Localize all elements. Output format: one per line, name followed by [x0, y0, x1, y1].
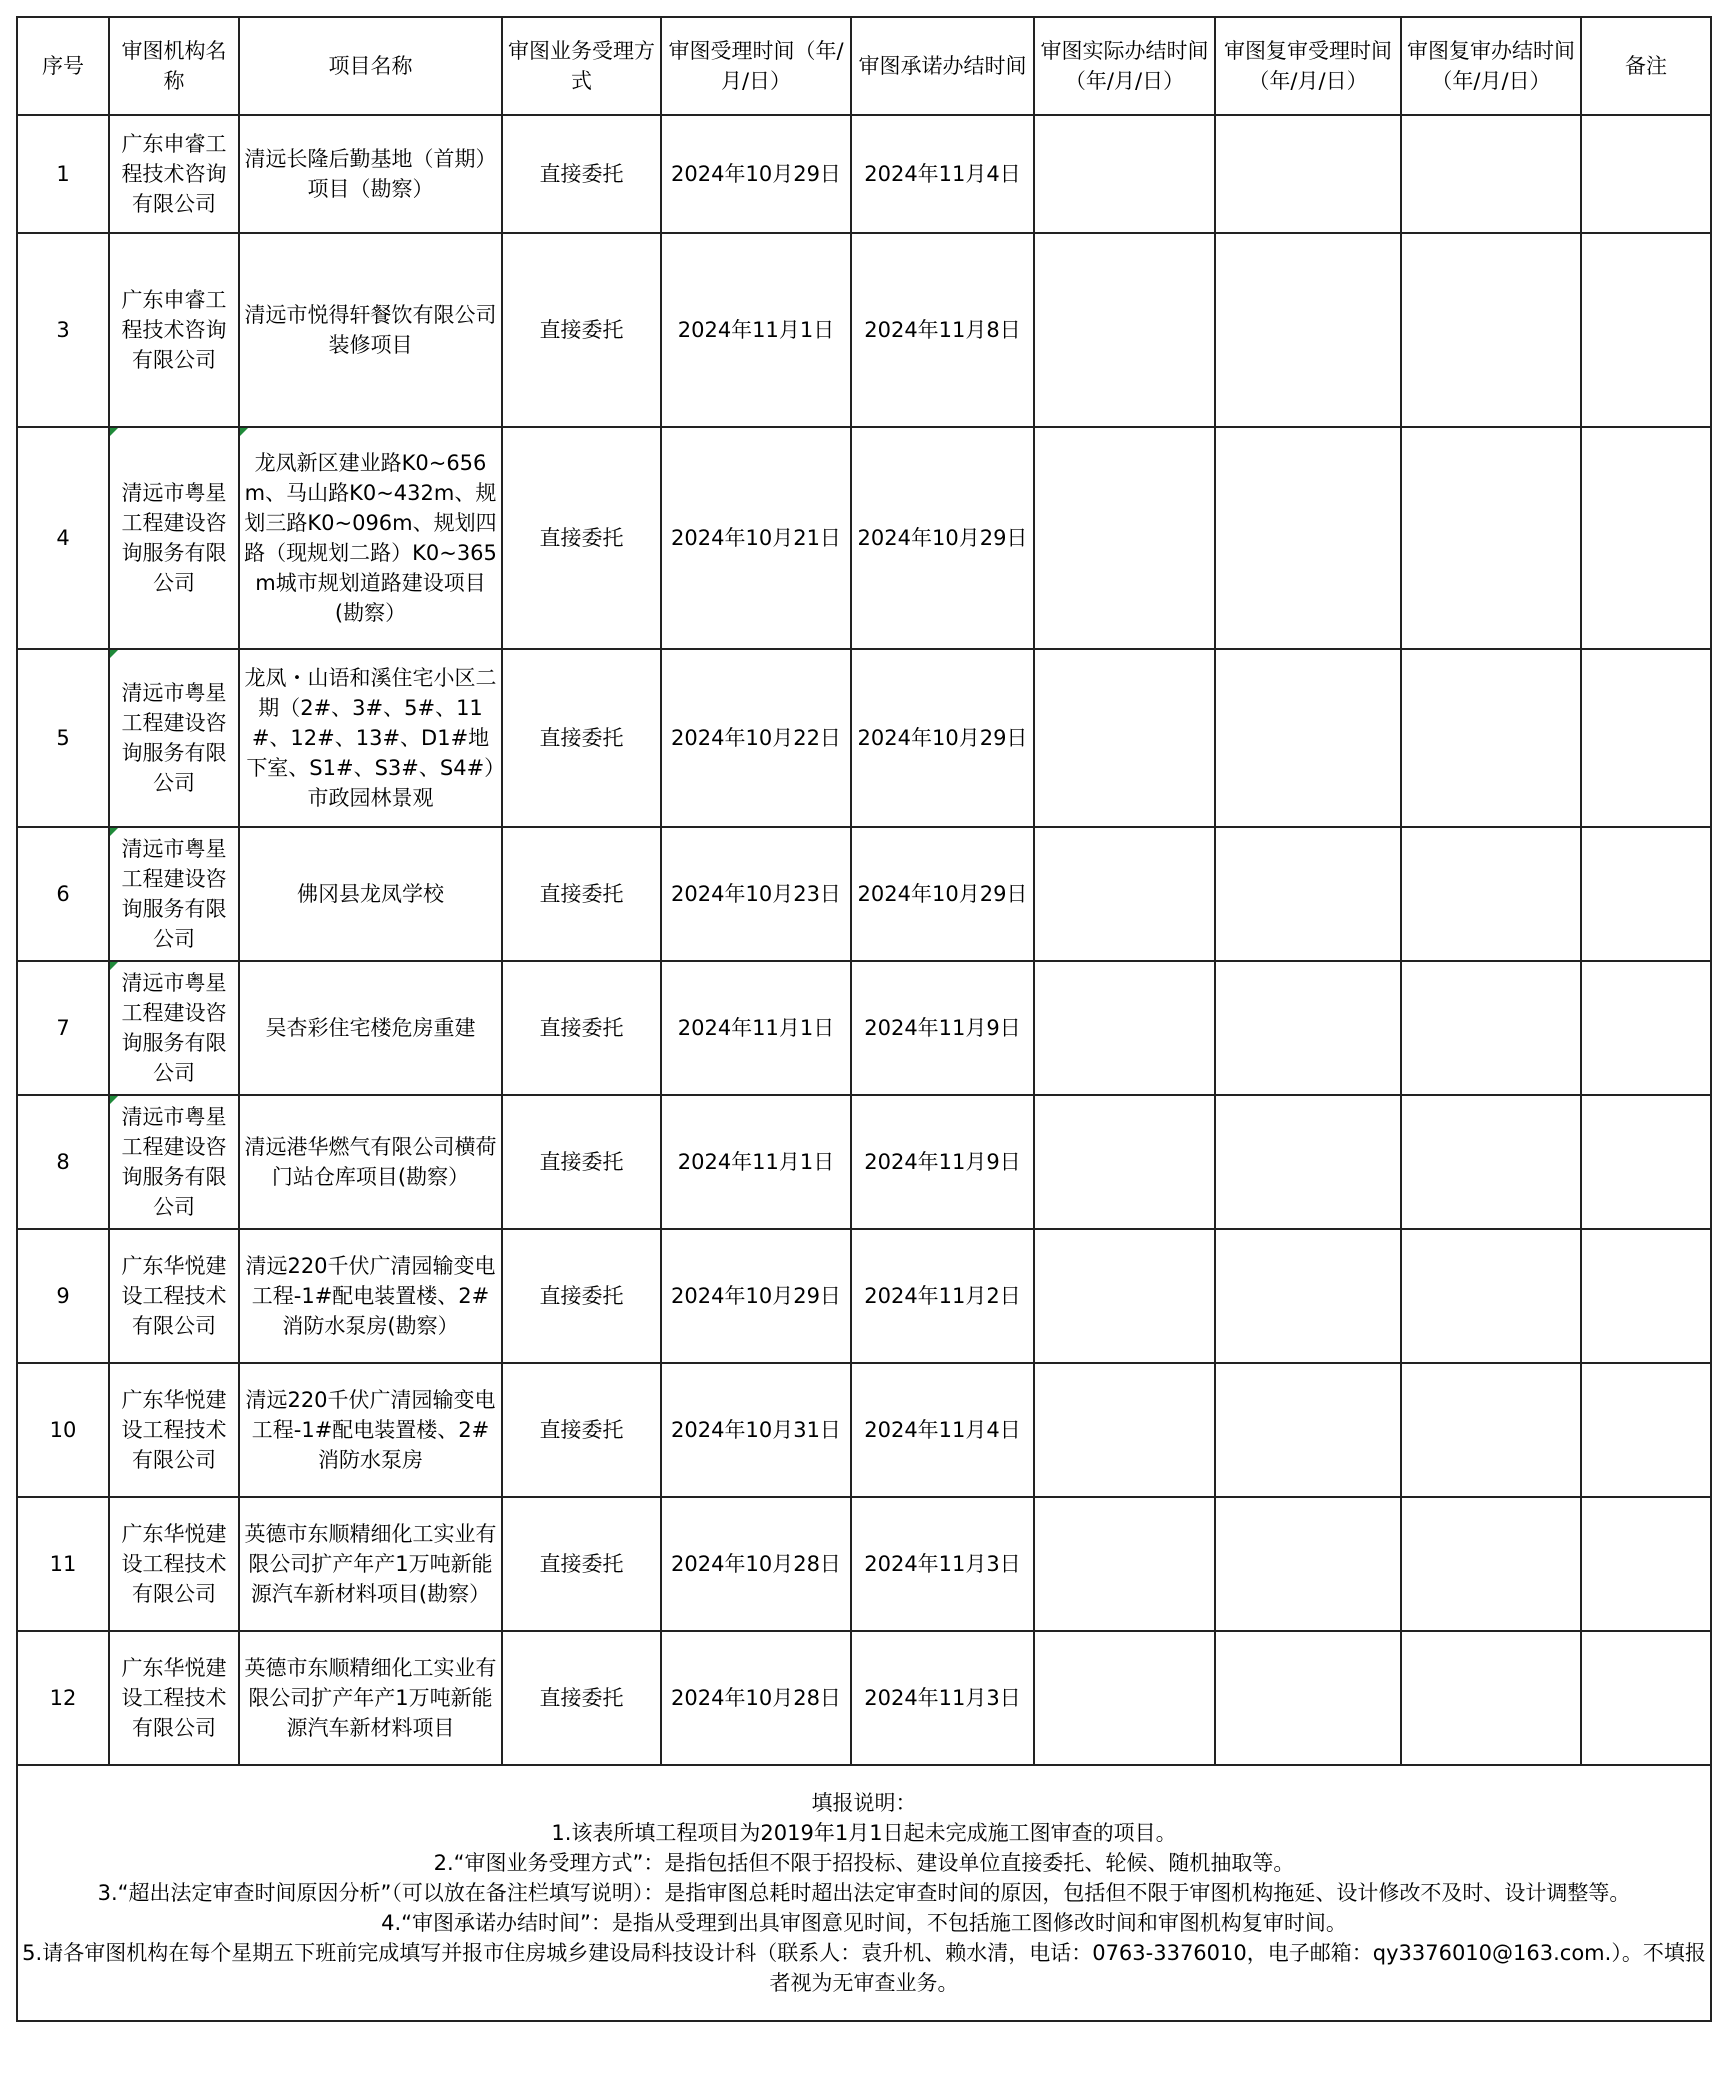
- accept-date-cell: 2024年11月1日: [661, 1095, 851, 1229]
- project-name-cell: 佛冈县龙凤学校: [239, 827, 502, 961]
- acceptance-mode-cell: 直接委托: [502, 427, 661, 649]
- header-cell: 审图复审办结时间（年/月/日）: [1401, 17, 1581, 115]
- accept-date-cell: 2024年10月29日: [661, 115, 851, 233]
- acceptance-mode-cell: 直接委托: [502, 649, 661, 827]
- header-cell: 序号: [17, 17, 109, 115]
- table-row: [17, 961, 1711, 1095]
- header-cell: 审图复审受理时间（年/月/日）: [1215, 17, 1401, 115]
- re-review-accept-cell: [1215, 961, 1401, 1095]
- project-name-cell: 龙凤新区建业路K0~656m、马山路K0~432m、规划三路K0~096m、规划四路（现规划二路）K0~365m城市规划道路建设项目(勘察）: [239, 427, 502, 649]
- acceptance-mode-cell: 直接委托: [502, 1095, 661, 1229]
- remark-cell: [1581, 1229, 1711, 1363]
- review-org-cell: 清远市粤星工程建设咨询服务有限公司: [109, 649, 239, 827]
- review-org-cell: 广东华悦建设工程技术有限公司: [109, 1229, 239, 1363]
- review-org-cell: 清远市粤星工程建设咨询服务有限公司: [109, 427, 239, 649]
- row-number-cell: 7: [17, 961, 109, 1095]
- table-row: [17, 115, 1711, 233]
- remark-cell: [1581, 649, 1711, 827]
- re-review-done-cell: [1401, 1631, 1581, 1765]
- project-name-cell: 英德市东顺精细化工实业有限公司扩产年产1万吨新能源汽车新材料项目: [239, 1631, 502, 1765]
- accept-date-cell: 2024年11月1日: [661, 233, 851, 427]
- review-org-cell: 清远市粤星工程建设咨询服务有限公司: [109, 961, 239, 1095]
- notes-row: [17, 1765, 1711, 2021]
- re-review-accept-cell: [1215, 233, 1401, 427]
- review-table: [16, 16, 1712, 2022]
- table-row: [17, 1095, 1711, 1229]
- note-line: 1.该表所填工程项目为2019年1月1日起未完成施工图审查的项目。: [551, 1821, 1177, 1845]
- re-review-accept-cell: [1215, 1095, 1401, 1229]
- table-row: [17, 1497, 1711, 1631]
- table-row: [17, 1363, 1711, 1497]
- re-review-done-cell: [1401, 1229, 1581, 1363]
- header-cell: 审图实际办结时间（年/月/日）: [1034, 17, 1215, 115]
- review-org-cell: 广东华悦建设工程技术有限公司: [109, 1497, 239, 1631]
- re-review-done-cell: [1401, 1363, 1581, 1497]
- actual-date-cell: [1034, 961, 1215, 1095]
- table-row: [17, 827, 1711, 961]
- note-line: 4.“审图承诺办结时间”：是指从受理到出具审图意见时间，不包括施工图修改时间和审图机构复审时间。: [381, 1911, 1347, 1935]
- table-row: [17, 649, 1711, 827]
- project-name-cell: 吴杏彩住宅楼危房重建: [239, 961, 502, 1095]
- acceptance-mode-cell: 直接委托: [502, 1363, 661, 1497]
- review-org-cell: 广东华悦建设工程技术有限公司: [109, 1631, 239, 1765]
- row-number-cell: 5: [17, 649, 109, 827]
- note-line: 3.“超出法定审查时间原因分析”（可以放在备注栏填写说明）：是指审图总耗时超出法定审查时间的原因，包括但不限于审图机构拖延、设计修改不及时、设计调整等。: [97, 1881, 1631, 1905]
- note-line: 5.请各审图机构在每个星期五下班前完成填写并报市住房城乡建设局科技设计科（联系人：袁升机、赖水清，电话：0763-3376010，电子邮箱：qy3376010@163.com.）。不填报者视为无审查业务。: [22, 1941, 1706, 1995]
- acceptance-mode-cell: 直接委托: [502, 1631, 661, 1765]
- promised-date-cell: 2024年10月29日: [851, 649, 1034, 827]
- remark-cell: [1581, 115, 1711, 233]
- header-cell: 审图机构名称: [109, 17, 239, 115]
- actual-date-cell: [1034, 1497, 1215, 1631]
- actual-date-cell: [1034, 1095, 1215, 1229]
- promised-date-cell: 2024年11月9日: [851, 1095, 1034, 1229]
- re-review-done-cell: [1401, 1095, 1581, 1229]
- actual-date-cell: [1034, 427, 1215, 649]
- review-org-cell: 清远市粤星工程建设咨询服务有限公司: [109, 827, 239, 961]
- project-name-cell: 清远港华燃气有限公司横荷门站仓库项目(勘察）: [239, 1095, 502, 1229]
- actual-date-cell: [1034, 1363, 1215, 1497]
- promised-date-cell: 2024年11月4日: [851, 115, 1034, 233]
- actual-date-cell: [1034, 233, 1215, 427]
- review-org-cell: 清远市粤星工程建设咨询服务有限公司: [109, 1095, 239, 1229]
- re-review-done-cell: [1401, 115, 1581, 233]
- re-review-accept-cell: [1215, 1631, 1401, 1765]
- re-review-accept-cell: [1215, 115, 1401, 233]
- re-review-done-cell: [1401, 427, 1581, 649]
- remark-cell: [1581, 233, 1711, 427]
- promised-date-cell: 2024年11月3日: [851, 1631, 1034, 1765]
- row-number-cell: 1: [17, 115, 109, 233]
- table-row: [17, 233, 1711, 427]
- re-review-done-cell: [1401, 827, 1581, 961]
- project-name-cell: 龙凤・山语和溪住宅小区二期（2#、3#、5#、11#、12#、13#、D1#地下室、S1#、S3#、S4#）市政园林景观: [239, 649, 502, 827]
- actual-date-cell: [1034, 1229, 1215, 1363]
- acceptance-mode-cell: 直接委托: [502, 1497, 661, 1631]
- remark-cell: [1581, 961, 1711, 1095]
- remark-cell: [1581, 827, 1711, 961]
- re-review-accept-cell: [1215, 1363, 1401, 1497]
- accept-date-cell: 2024年10月23日: [661, 827, 851, 961]
- acceptance-mode-cell: 直接委托: [502, 1229, 661, 1363]
- accept-date-cell: 2024年10月22日: [661, 649, 851, 827]
- acceptance-mode-cell: 直接委托: [502, 115, 661, 233]
- table-row: [17, 1631, 1711, 1765]
- header-row: [17, 17, 1711, 115]
- project-name-cell: 清远220千伏广清园输变电工程-1#配电装置楼、2#消防水泵房(勘察）: [239, 1229, 502, 1363]
- row-number-cell: 4: [17, 427, 109, 649]
- row-number-cell: 10: [17, 1363, 109, 1497]
- table-row: [17, 427, 1711, 649]
- row-number-cell: 12: [17, 1631, 109, 1765]
- filling-notes: [17, 1765, 1711, 2021]
- review-org-cell: 广东华悦建设工程技术有限公司: [109, 1363, 239, 1497]
- actual-date-cell: [1034, 1631, 1215, 1765]
- row-number-cell: 11: [17, 1497, 109, 1631]
- re-review-accept-cell: [1215, 1229, 1401, 1363]
- header-cell: 备注: [1581, 17, 1711, 115]
- project-name-cell: 清远220千伏广清园输变电工程-1#配电装置楼、2#消防水泵房: [239, 1363, 502, 1497]
- re-review-done-cell: [1401, 961, 1581, 1095]
- table-row: [17, 1229, 1711, 1363]
- promised-date-cell: 2024年11月3日: [851, 1497, 1034, 1631]
- re-review-accept-cell: [1215, 827, 1401, 961]
- row-number-cell: 3: [17, 233, 109, 427]
- re-review-done-cell: [1401, 233, 1581, 427]
- remark-cell: [1581, 1497, 1711, 1631]
- accept-date-cell: 2024年11月1日: [661, 961, 851, 1095]
- re-review-done-cell: [1401, 649, 1581, 827]
- header-cell: 项目名称: [239, 17, 502, 115]
- note-line: 2.“审图业务受理方式”：是指包括但不限于招投标、建设单位直接委托、轮候、随机抽取等。: [433, 1851, 1295, 1875]
- header-cell: 审图业务受理方式: [502, 17, 661, 115]
- promised-date-cell: 2024年10月29日: [851, 427, 1034, 649]
- remark-cell: [1581, 1095, 1711, 1229]
- project-name-cell: 英德市东顺精细化工实业有限公司扩产年产1万吨新能源汽车新材料项目(勘察）: [239, 1497, 502, 1631]
- promised-date-cell: 2024年11月2日: [851, 1229, 1034, 1363]
- actual-date-cell: [1034, 115, 1215, 233]
- review-org-cell: 广东申睿工程技术咨询有限公司: [109, 115, 239, 233]
- remark-cell: [1581, 1631, 1711, 1765]
- accept-date-cell: 2024年10月28日: [661, 1631, 851, 1765]
- accept-date-cell: 2024年10月21日: [661, 427, 851, 649]
- review-org-cell: 广东申睿工程技术咨询有限公司: [109, 233, 239, 427]
- row-number-cell: 8: [17, 1095, 109, 1229]
- project-name-cell: 清远长隆后勤基地（首期）项目（勘察）: [239, 115, 502, 233]
- re-review-done-cell: [1401, 1497, 1581, 1631]
- accept-date-cell: 2024年10月29日: [661, 1229, 851, 1363]
- row-number-cell: 6: [17, 827, 109, 961]
- promised-date-cell: 2024年10月29日: [851, 827, 1034, 961]
- promised-date-cell: 2024年11月9日: [851, 961, 1034, 1095]
- accept-date-cell: 2024年10月31日: [661, 1363, 851, 1497]
- header-cell: 审图受理时间（年/月/日）: [661, 17, 851, 115]
- promised-date-cell: 2024年11月4日: [851, 1363, 1034, 1497]
- actual-date-cell: [1034, 827, 1215, 961]
- remark-cell: [1581, 1363, 1711, 1497]
- notes-title: 填报说明：: [811, 1791, 917, 1815]
- acceptance-mode-cell: 直接委托: [502, 233, 661, 427]
- table-body: [17, 115, 1711, 1765]
- re-review-accept-cell: [1215, 649, 1401, 827]
- promised-date-cell: 2024年11月8日: [851, 233, 1034, 427]
- re-review-accept-cell: [1215, 1497, 1401, 1631]
- remark-cell: [1581, 427, 1711, 649]
- header-cell: 审图承诺办结时间: [851, 17, 1034, 115]
- re-review-accept-cell: [1215, 427, 1401, 649]
- project-name-cell: 清远市悦得轩餐饮有限公司装修项目: [239, 233, 502, 427]
- actual-date-cell: [1034, 649, 1215, 827]
- accept-date-cell: 2024年10月28日: [661, 1497, 851, 1631]
- acceptance-mode-cell: 直接委托: [502, 961, 661, 1095]
- row-number-cell: 9: [17, 1229, 109, 1363]
- acceptance-mode-cell: 直接委托: [502, 827, 661, 961]
